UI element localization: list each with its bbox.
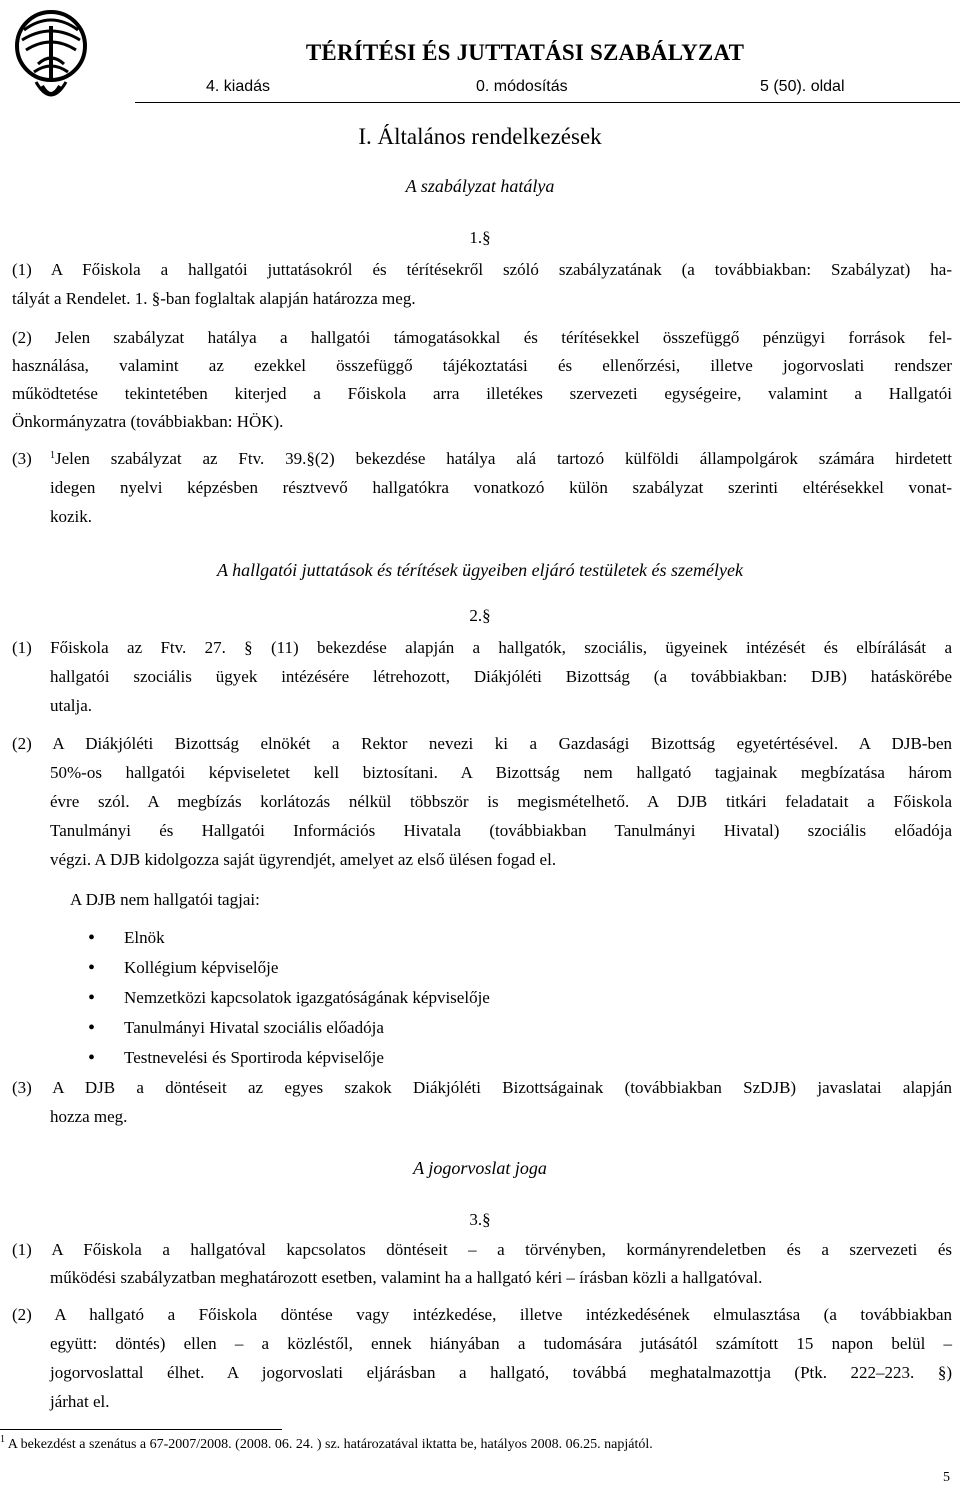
s1-p2-line2: használása, valamint az ezekkel összefüggő tájékoztatási és ellenőrzési, illetve jogorvoslati rendszer bbox=[12, 356, 952, 375]
section1-title: A szabályzat hatálya bbox=[405, 176, 555, 196]
s3-p1-line2: működési szabályzatban meghatározott esetben, valamint ha a hallgató kéri – írásban közli a hallgatóval. bbox=[50, 1268, 763, 1287]
s1-p2-line3: működtetése tekintetében kiterjed a Főiskola arra illetékes szervezeti egységeire, valamint a Hallgatói bbox=[12, 384, 952, 403]
list-item: Kollégium képviselője bbox=[124, 958, 279, 977]
s3-p2-line4: járhat el. bbox=[50, 1392, 110, 1411]
footnote-ref[interactable]: 1 bbox=[50, 450, 55, 461]
s2-p3-line2: hozza meg. bbox=[50, 1107, 128, 1126]
s2-p1-line1: (1) Főiskola az Ftv. 27. § (11) bekezdése alapján a hallgatók, szociális, ügyeinek intézését és elbírálását a bbox=[12, 638, 952, 657]
s1-p3-line2: idegen nyelvi képzésben résztvevő hallgatókra vonatkozó külön szabályzat szerinti eltérésekkel vonat- bbox=[50, 478, 952, 497]
page-indicator: 5 (50). oldal bbox=[760, 78, 845, 95]
section2-title: A hallgatói juttatások és térítések ügyeiben eljáró testületek és személyek bbox=[216, 560, 744, 580]
s1-p3-line3: kozik. bbox=[50, 507, 93, 526]
header-divider bbox=[135, 102, 960, 103]
footnote-divider bbox=[0, 1429, 282, 1430]
section1-number: 1.§ bbox=[469, 228, 491, 247]
list-item: Nemzetközi kapcsolatok igazgatóságának képviselője bbox=[124, 988, 490, 1007]
footnote bbox=[0, 1434, 653, 1453]
s2-p3-line1: (3) A DJB a döntéseit az egyes szakok Diákjóléti Bizottságainak (továbbiakban SzDJB) javaslatai alapján bbox=[12, 1078, 952, 1097]
section3-title: A jogorvoslat joga bbox=[413, 1158, 547, 1178]
bullet-icon: • bbox=[88, 957, 96, 979]
s2-p2-line3: évre szól. A megbízás korlátozás nélkül többször is megismételhető. A DJB titkári feladatait a Főiskola bbox=[50, 792, 952, 811]
modification-label: 0. módosítás bbox=[476, 78, 568, 95]
members-intro: A DJB nem hallgatói tagjai: bbox=[70, 890, 260, 909]
s3-p2-line1: (2) A hallgató a Főiskola döntése vagy intézkedése, illetve intézkedésének elmulasztása (a továbbiakban bbox=[12, 1305, 952, 1324]
list-item: Elnök bbox=[124, 928, 165, 947]
s2-p1-line3: utalja. bbox=[50, 696, 93, 715]
bullet-icon: • bbox=[88, 1047, 96, 1069]
edition-label: 4. kiadás bbox=[206, 78, 271, 95]
s1-p3-line1: $^1$Jelen szabályzat az Ftv. 39.§(2) bekezdése hatálya alá tartozó külföldi állampolgárok számára hirdetett bbox=[50, 449, 952, 468]
page-number: 5 bbox=[943, 1470, 950, 1485]
footnote-text: A bekezdést a szenátus a 67-2007/2008. (2008. 06. 24. ) sz. határozatával iktatta be, hatályos 2008. 06.25. napjától. bbox=[7, 1437, 653, 1452]
s3-p1-line1: (1) A Főiskola a hallgatóval kapcsolatos döntéseit – a törvényben, kormányrendeletben és a szervezeti és bbox=[12, 1240, 952, 1259]
s1-p1-line2: tályát a Rendelet. 1. §-ban foglaltak alapján határozza meg. bbox=[12, 289, 416, 308]
s1-p2-line4: Önkormányzatra (továbbiakban: HÖK). bbox=[12, 412, 284, 431]
s1-p2-line1: (2) Jelen szabályzat hatálya a hallgatói támogatásokkal és térítésekkel összefüggő pénzügyi források fel- bbox=[12, 328, 952, 347]
s2-p2-line5: végzi. A DJB kidolgozza saját ügyrendjét, amelyet az első ülésen fogad el. bbox=[50, 850, 557, 869]
footnote-number: 1 bbox=[0, 1434, 5, 1445]
s1-p3-label: (3) bbox=[12, 449, 32, 468]
section3-number: 3.§ bbox=[469, 1210, 491, 1229]
bullet-icon: • bbox=[88, 987, 96, 1009]
list-item: Testnevelési és Sportiroda képviselője bbox=[124, 1048, 384, 1067]
institution-logo-icon bbox=[12, 6, 90, 110]
s2-p2-line1: (2) A Diákjóléti Bizottság elnökét a Rektor nevezi ki a Gazdasági Bizottság egyetértésével. A DJB-ben bbox=[12, 734, 952, 753]
s3-p2-line2: együtt: döntés) ellen – a közléstől, ennek hiányában a tudomására jutásától számított 15 napon belül – bbox=[50, 1334, 952, 1353]
bullet-icon: • bbox=[88, 927, 96, 949]
document-title: TÉRÍTÉSI ÉS JUTTATÁSI SZABÁLYZAT bbox=[305, 40, 745, 65]
s1-p1-line1: (1) A Főiskola a hallgatói juttatásokról és térítésekről szóló szabályzatának (a továbbiakban: Szabályzat) ha- bbox=[12, 260, 952, 279]
chapter-title: I. Általános rendelkezések bbox=[358, 124, 602, 149]
s3-p2-line3: jogorvoslattal élhet. A jogorvoslati eljárásban a hallgató, továbbá meghatalmazottja (Ptk. 222–223. §) bbox=[50, 1363, 952, 1382]
s2-p2-line2: 50%-os hallgatói képviseletet kell biztosítani. A Bizottság nem hallgató tagjainak megbízatása három bbox=[50, 763, 952, 782]
section2-number: 2.§ bbox=[469, 606, 491, 625]
list-item: Tanulmányi Hivatal szociális előadója bbox=[124, 1018, 384, 1037]
s2-p1-line2: hallgatói szociális ügyek intézésére létrehozott, Diákjóléti Bizottság (a továbbiakban: DJB) hatáskörébe bbox=[50, 667, 952, 686]
bullet-icon: • bbox=[88, 1017, 96, 1039]
s2-p2-line4: Tanulmányi és Hallgatói Információs Hivatala (továbbiakban Tanulmányi Hivatal) szociális előadója bbox=[50, 821, 952, 840]
